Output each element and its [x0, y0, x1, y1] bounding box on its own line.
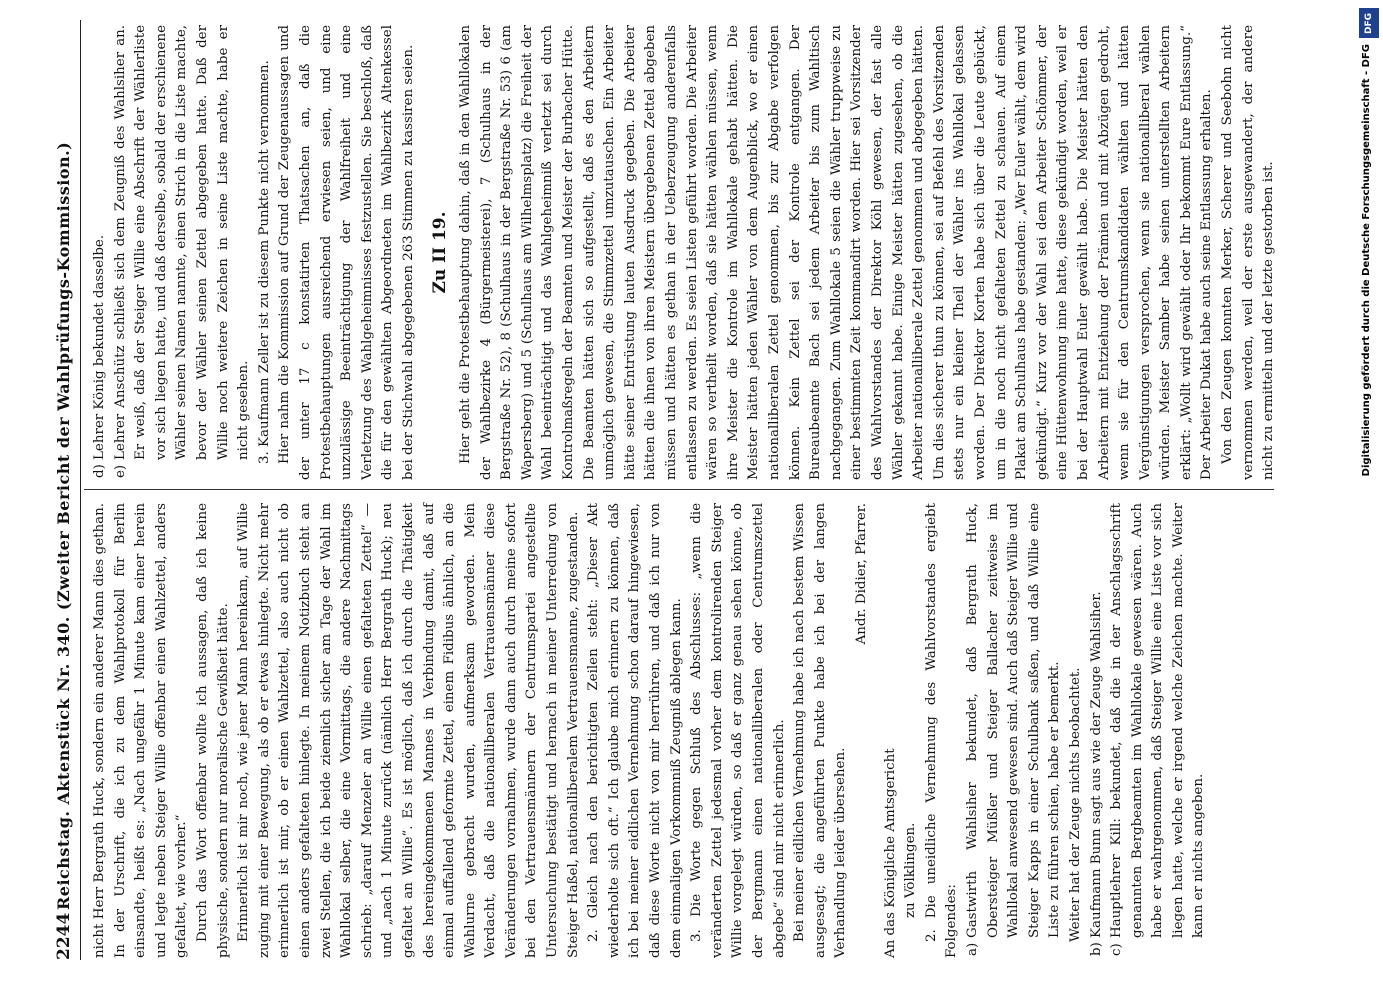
document-page — [40, 0, 1280, 960]
paragraph: Durch das Wort offenbar wollte ich aussagen, daß ich keine physische, sondern nur moralische Gewißheit hätte. — [194, 503, 231, 958]
list-item — [111, 25, 255, 480]
list-item — [1107, 503, 1210, 958]
paragraph: Von den Zeugen konnten Merker, Scherer und Seebohn nicht vernommen werden, weil der erste ausgewandert, der andere nicht zu ermitteln und der letzte gestorben ist. — [1220, 25, 1277, 480]
list-item-text: Hauptlehrer Kill: bekundet, daß die in der Anschlagsschrift genannten Bergbeamten im Wahllokale gewesen wären. Auch habe er wahrgenommen, daß Steiger Willie eine Liste vor sich liegen hatte, welche er irgend welche Zeichen machte. Weiter kann er nichts angeben. — [1109, 503, 1207, 938]
list-marker: e) — [112, 464, 128, 478]
dfg-logo: DFG — [1359, 8, 1379, 38]
list-marker: c) — [1109, 943, 1125, 956]
paragraph: Erinnerlich ist mir noch, wie jener Mann hereinkam, auf Willie zuging mit einer Bewegung, als ob er etwas hinlegte. Nicht mehr erinnerlich ist mir, ob er einen Wahlzettel, also auch nicht ob einen anders gefalteten hinlegte. In meinem Notizbuch steht an zwei Stellen, die ich beide ziemlich sicher am Tage der Wahl im Wahllokal selber, die eine Vormittags, die andere Nachmittags schrieb: „darauf Menzeler an Willie einen gefalteten Zettel“ — und „nach 1 Minute zurück (nämlich Herr Bergrath Huck); neu gefaltet an Willie“. Es ist möglich, daß ich durch die Thätigkeit des hereingekommenen Mannes in Verbindung damit, daß auf einmal auffallend geformte Zettel, einem Fidibus ähnlich, an die Wahlurne gebracht wurden, aufmerksam geworden. Mein Verdacht, daß die nationalliberalen Vertrauensmänner diese Veränderungen vornahmen, wurde dann auch durch meine sofort bei den Vertrauensmännern der Centrumspartei angestellte Untersuchung bestätigt und hernach in meiner Unterredung von Steiger Haßel, nationalliberalem Vertrauensmanne, zugestanden. — [236, 503, 581, 958]
left-column — [90, 503, 1210, 958]
list-item-text: Lehrer König bekundet dasselbe. — [92, 234, 107, 460]
signature-line: Andr. Didier, Pfarrer. — [853, 503, 869, 645]
paragraph: nicht Herr Bergrath Huck, sondern ein anderer Mann dies gethan. In der Urschrift, die ich zu dem Wahlprotokoll für Berlin einsandte, heißt es: „Nach ungefähr 1 Minute kam einer herein und legte neben Steiger Willie offenbar einen Wahlzettel, anders gefaltet, wie vorher.“ — [92, 503, 190, 958]
header-rule — [80, 20, 81, 960]
digitization-credit: Digitalisierung gefördert durch die Deutsche Forschungsgemeinschaft - DFG — [1361, 44, 1372, 477]
running-head: Reichstag. Aktenstück Nr. 340. (Zweiter Bericht der Wahlprüfungs-Kommission.) — [54, 141, 73, 910]
paragraph: 3. Die Worte gegen Schluß des Abschlusses: „wenn die veränderten Zettel jedesmal vorher dem kontrolirenden Steiger Willie vorgelegt würden, so daß er ganz genau sehen könne, ob der Bergmann einen nationalliberalen oder Centrumszettel abgebe“ sind mir nicht erinnerlich. — [689, 503, 787, 958]
address-line: An das Königliche Amtsgericht — [882, 748, 898, 958]
page-number: 2244 — [54, 912, 74, 960]
paragraph: 3. Kaufmann Zeller ist zu diesem Punkte nicht vernommen. — [256, 60, 272, 464]
list-item — [963, 503, 1066, 958]
paragraph: Hier nahm die Kommission auf Grund der Zeugenaussagen und der unter 17 c konstatirten Thatsachen an, daß die Protestbehauptungen ausreichend erwiesen seien, und eine unzulässige Beeinträchtigung der Wahlfreiheit und eine Verletzung des Wahlgeheimnisses festzustellen. Sie beschloß, daß die für den gewählten Abgeordneten im Wahlbezirk Altenkessel bei der Stichwahl abgegebenen 263 Stimmen zu kassiren seien. — [277, 25, 416, 480]
paragraph: Weiter hat der Zeuge nichts beobachtet. — [1067, 667, 1083, 942]
column-divider — [84, 489, 1274, 490]
paragraph: Bei meiner eidlichen Vernehmung habe ich nach bestem Wissen ausgesagt; die angeführten Punkte habe ich bei der langen Verhandlung leider übersehen. — [792, 503, 849, 958]
list-item-text: Kaufmann Bunn sagt aus wie der Zeuge Wahlsiher. — [1088, 591, 1104, 938]
list-marker: a) — [964, 942, 980, 956]
list-item-text: Gastwirth Wahlsiher bekundet, daß Bergrath Huck, Obersteiger Müßler und Steiger Ballacher zeitweise im Wahllokal anwesend gewesen sind. Auch daß Steiger Willie und Steiger Kapps in einer Schulbank saßen, und daß Willie eine Liste zu führen schien, habe er bemerkt. — [964, 503, 1063, 938]
list-item-text: Lehrer Anschütz schließt sich dem Zeugniß des Wahlsiher an. Er weiß, daß der Steiger Willie eine Abschrift der Wählerliste vor sich liegen hatte, und daß derselbe, sobald der erschienene Wähler seinen Namen nannte, einen Strich in die Liste machte, bevor der Wähler seinen Zettel abgegeben hatte. Daß der Willie noch weitere Zeichen in seine Liste machte, habe er nicht gesehen. — [112, 25, 252, 460]
paragraph: Hier geht die Protestbehauptung dahin, daß in den Wahllokalen der Wahlbezirke 4 (Bürgermeisterei), 7 (Schulhaus in der Bergstraße Nr. 52), 8 (Schulhaus in der Bergstraße Nr. 53) 6 (am Wapersberg) und 5 (Schulhaus am Wilhelmsplatz) die Freiheit der Wahl beeinträchtigt und das Wahlgeheimniß verletzt sei durch Kontrolmaßregeln der Beamten und Meister der Burbacher Hütte. Die Beamten hätten sich so aufgestellt, daß es den Arbeitern unmöglich gewesen, die Stimmzettel umzutauschen. Ein Arbeiter hätte seiner Entrüstung lauten Ausdruck gegeben. Die Arbeiter hätten die ihnen von ihren Meistern übergebenen Zettel abgeben müssen und hätten es gethan in der Ueberzeugung anderenfalls entlassen zu werden. Es seien Listen geführt worden. Die Arbeiter wären so vertheilt worden, daß sie hätten wählen müssen, wenn ihre Meister die Kontrole im Wahllokale gehabt hätten. Die Meister hätten jeden Wähler von dem Augenblick, wo er einen nationalliberalen Zettel genommen, bis zur Abgabe verfolgen können. Kein Zettel sei der Kontrole entgangen. Der Bureaubeamte Bach sei jedem Arbeiter bis zum Wahltisch nachgegangen. Zum Wahllokale 5 seien die Wähler truppweise zu einer bestimmten Zeit kommandirt worden. Hier sei Vorsitzender des Wahlvorstandes der Direktor Köhl gewesen, der fast alle Wähler gekannt habe. Einige Meister hätten zugesehen, ob die Arbeiter nationalliberale Zettel genommen und abgegeben hätten. Um dies sicherer thun zu können, sei auf Befehl des Vorsitzenden stets nur ein kleiner Theil der Wähler ins Wahllokal gelassen worden. Der Direktor Korten habe sich über die Leute gebückt, um in die noch nicht gefalteten Zettel zu schauen. Auf einem Plakat am Schulhaus habe gestanden: „Wer Euler wählt, dem wird gekündigt.“ Kurz vor der Wahl sei dem Arbeiter Schömmer, der eine Hüttenwohnung inne hatte, diese gekündigt worden, weil er bei der Hauptwahl Euler gewählt habe. Die Meister hätten den Arbeitern mit Entziehung der Prämien und mit Abzügen gedroht, wenn sie für den Centrumskandidaten wählten und hätten Vergünstigungen versprochen, wenn sie nationalliberal wählen würden. Meister Samber habe seinen unterstellten Arbeitern erklärt: „Wollt wird gewählt oder Ihr bekommt Eure Entlassung.“ Der Arbeiter Dukat habe auch seine Entlassung erhalten. — [458, 25, 1215, 480]
rotated-page-content — [40, 20, 1280, 960]
list-item — [90, 25, 111, 480]
digitization-sidebar — [1357, 0, 1383, 1000]
list-marker: b) — [1088, 942, 1104, 956]
paragraph: 2. Die uneidliche Vernehmung des Wahlvorstandes ergiebt Folgendes: — [923, 503, 960, 958]
section-heading: Zu II 19. — [429, 211, 450, 294]
page-header — [54, 20, 88, 960]
paragraph: 2. Gleich nach den berichtigten Zeilen steht: „Dieser Akt wiederholte sich oft.“ Ich glaube mich erinnern zu können, daß ich bei meiner eidlichen Vernehmung schon darauf hingewiesen, daß diese Worte nicht von mir herrühren, und daß ich nur von dem einmaligen Vorkommniß Zeugniß ablegen kann. — [586, 503, 684, 958]
list-item — [1087, 503, 1108, 958]
list-marker: d) — [92, 464, 107, 478]
address-line: zu Völklingen. — [903, 822, 919, 918]
right-column — [90, 25, 1280, 480]
